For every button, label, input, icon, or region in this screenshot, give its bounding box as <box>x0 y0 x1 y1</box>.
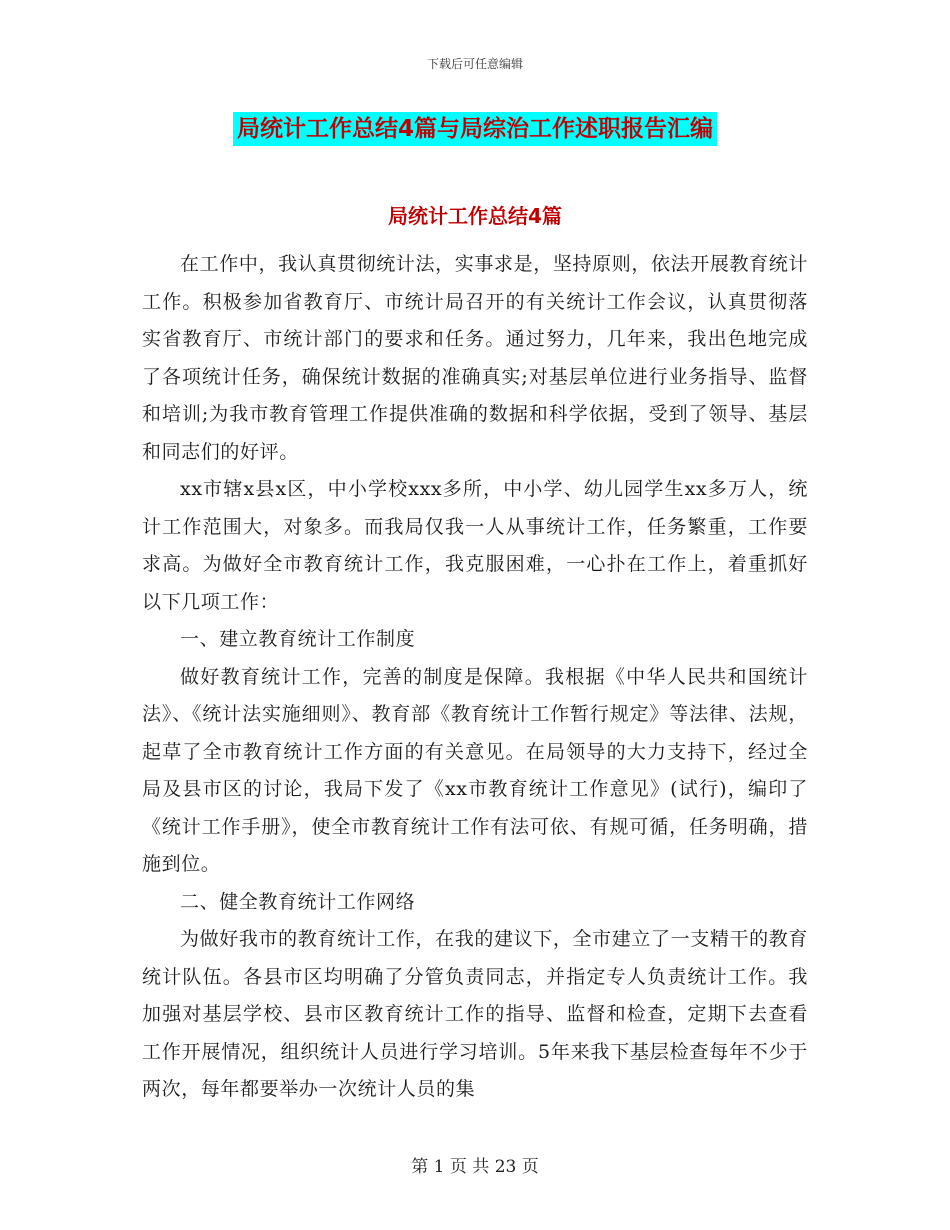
paragraph: 为做好我市的教育统计工作，在我的建议下，全市建立了一支精干的教育统计队伍。各县市区均明确了分管负责同志，并指定专人负责统计工作。我加强对基层学校、县市区教育统计工作的指导、监督和检查，定期下去查看工作开展情况，组织统计人员进行学习培训。5年来我下基层检查每年不少于两次，每年都要举办一次统计人员的集 <box>142 928 808 1100</box>
section-heading: 二、健全教育统计工作网络 <box>180 890 416 913</box>
header-note: 下载后可任意编辑 <box>426 57 523 71</box>
paragraph: 做好教育统计工作，完善的制度是保障。我根据《中华人民共和国统计法》、《统计法实施细则》、教育部《教育统计工作暂行规定》等法律、法规，起草了全市教育统计工作方面的有关意见。在局领导的大力支持下，经过全局及县市区的讨论，我局下发了《xx市教育统计工作意见》(试行)，编印了《统计工作手册》，使全市教育统计工作有法可依、有规可循，任务明确，措施到位。 <box>142 665 808 875</box>
paragraph: xx市辖x县x区，中小学校xxx多所，中小学、幼儿园学生xx多万人，统计工作范围大，对象多。而我局仅我一人从事统计工作，任务繁重，工作要求高。为做好全市教育统计工作，我克服困难，一心扑在工作上，着重抓好以下几项工作： <box>142 478 808 613</box>
main-title: 局统计工作总结4篇与局综治工作述职报告汇编 <box>233 112 717 146</box>
paragraph: 在工作中，我认真贯彻统计法，实事求是，坚持原则，依法开展教育统计工作。积极参加省教育厅、市统计局召开的有关统计工作会议，认真贯彻落实省教育厅、市统计部门的要求和任务。通过努力，几年来，我出色地完成了各项统计任务，确保统计数据的准确真实;对基层单位进行业务指导、监督和培训;为我市教育管理工作提供准确的数据和科学依据，受到了领导、基层和同志们的好评。 <box>142 253 808 463</box>
page-number: 第 1 页 共 23 页 <box>411 1157 539 1177</box>
section-heading: 一、建立教育统计工作制度 <box>180 628 416 650</box>
document-body <box>142 246 808 1109</box>
section-title: 局统计工作总结4篇 <box>388 204 562 228</box>
main-title-wrap <box>0 112 950 146</box>
